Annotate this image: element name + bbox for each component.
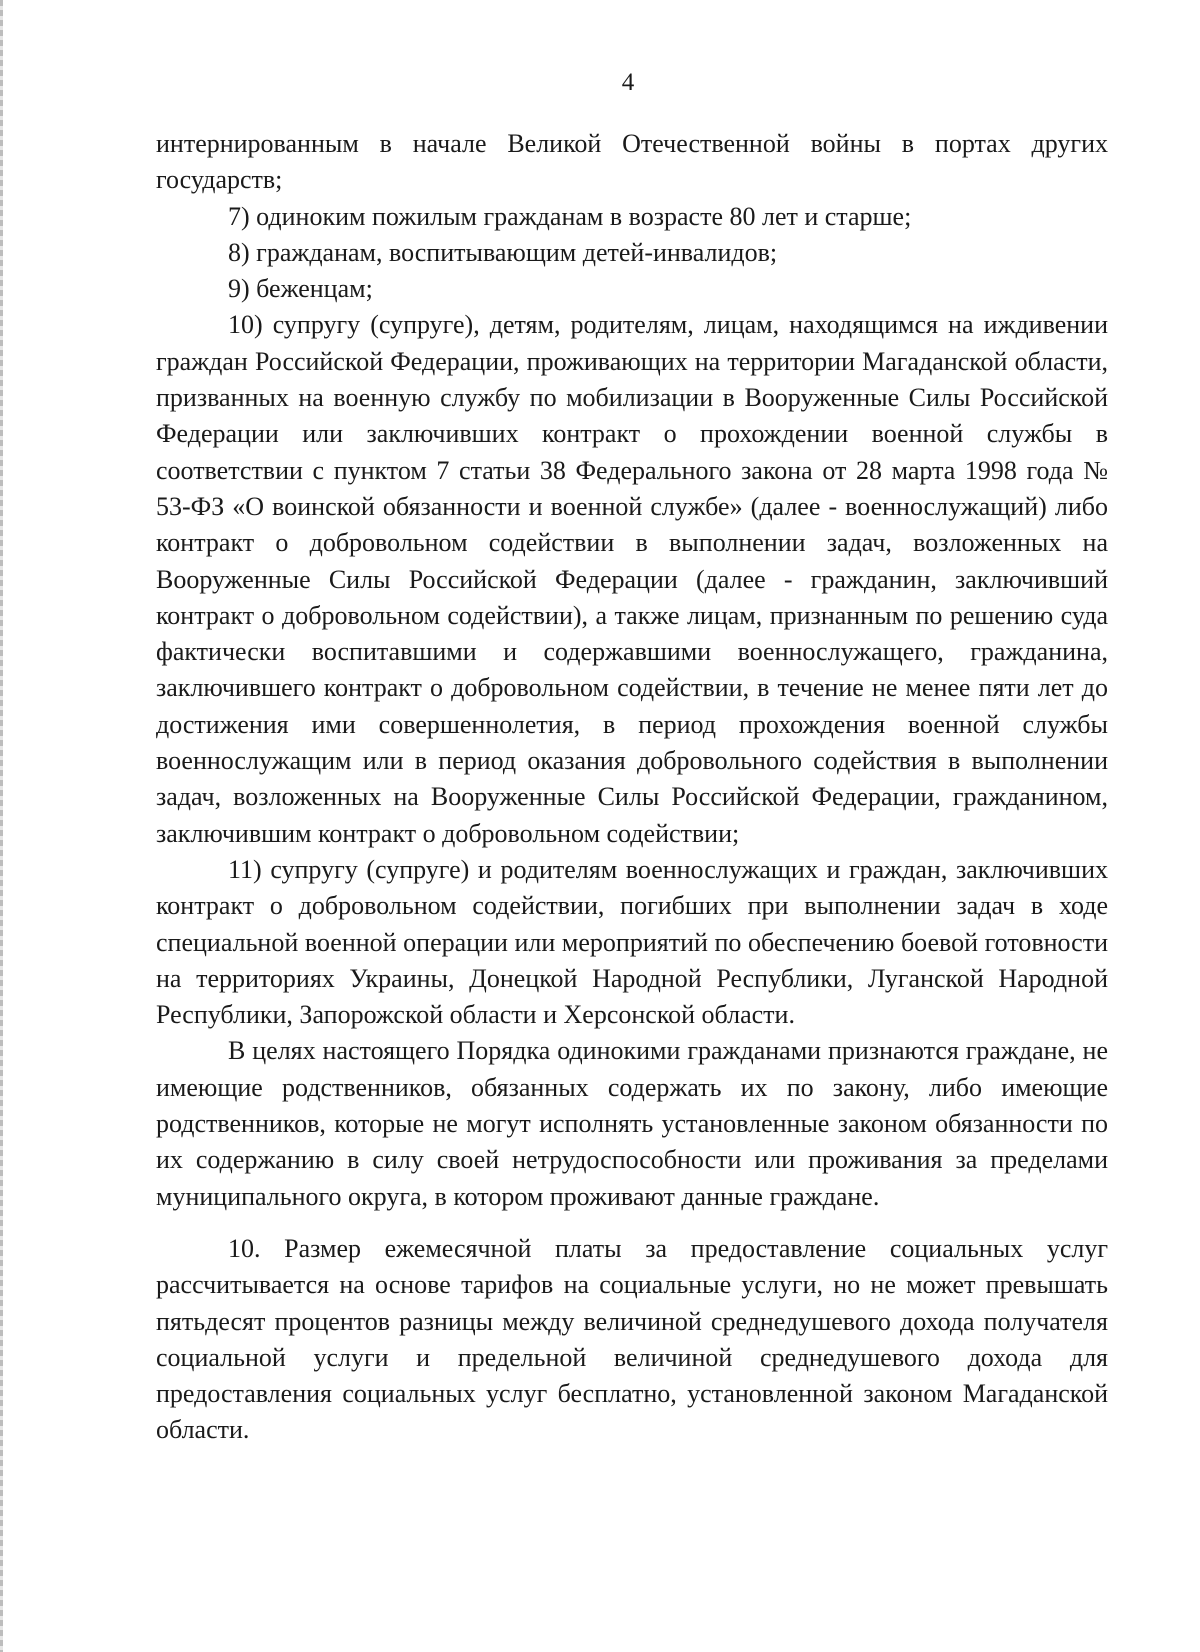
page-number: 4 [621, 69, 635, 96]
list-item-8: 8) гражданам, воспитывающим детей-инвалидов; [228, 237, 778, 267]
list-item-11: 11) супругу (супруге) и родителям военнослужащих и граждан, заключивших контракт о добровольном содействии, погибших при выполнении задач в ходе специальной военной операции или мероприятий по обеспечению боевой готовности на территориях Украины, Донецкой Народной Республики, Луганской Народной Республики, Запорожской области и Херсонской области. [156, 854, 1108, 1030]
list-item-9: 9) беженцам; [228, 274, 373, 304]
definition-paragraph: В целях настоящего Порядка одинокими гражданами признаются граждане, не имеющие родственников, обязанных содержать их по закону, либо имеющие родственников, которые не могут исполнять установленные законом обязанности по их содержанию в силу своей нетрудоспособности или проживания за пределами муниципального округа, в котором проживают данные граждане. [156, 1036, 1108, 1211]
list-item-10: 10) супругу (супруге), детям, родителям, лицам, находящимся на иждивении граждан Российской Федерации, проживающих на территории Магаданской области, призванных на военную службу по мобилизации в Вооруженные Силы Российской Федерации или заключивших контракт о прохождении военной службы в соответствии с пунктом 7 статьи 38 Федерального закона от 28 марта 1998 года № 53-ФЗ «О воинской обязанности и военной службе» (далее - военнослужащий) либо контракт о добровольном содействии в выполнении задач, возложенных на Вооруженные Силы Российской Федерации (далее - гражданин, заключивший контракт о добровольном содействии), а также лицам, признанным по решению суда фактически воспитавшими и содержавшими военнослужащего, гражданина, заключившего контракт о добровольном содействии, в течение не менее пяти лет до достижения ими совершеннолетия, в период прохождения военной службы военнослужащим или в период оказания добровольного содействия в выполнении задач, возложенных на Вооруженные Силы Российской Федерации, гражданином, заключившим контракт о добровольном содействии; [156, 310, 1108, 848]
list-item-7: 7) одиноким пожилым гражданам в возрасте 80 лет и старше; [228, 201, 912, 231]
paragraph-continuation: интернированным в начале Великой Отечественной войны в портах других государств; [156, 129, 1108, 195]
section-10-paragraph: 10. Размер ежемесячной платы за предоставление социальных услуг рассчитывается на основе тарифов на социальные услуги, но не может превышать пятьдесят процентов разницы между величиной среднедушевого дохода получателя социальной услуги и предельной величиной среднедушевого дохода для предоставления социальных услуг бесплатно, установленной законом Магаданской области. [156, 1233, 1108, 1445]
document-body [156, 126, 1108, 1449]
